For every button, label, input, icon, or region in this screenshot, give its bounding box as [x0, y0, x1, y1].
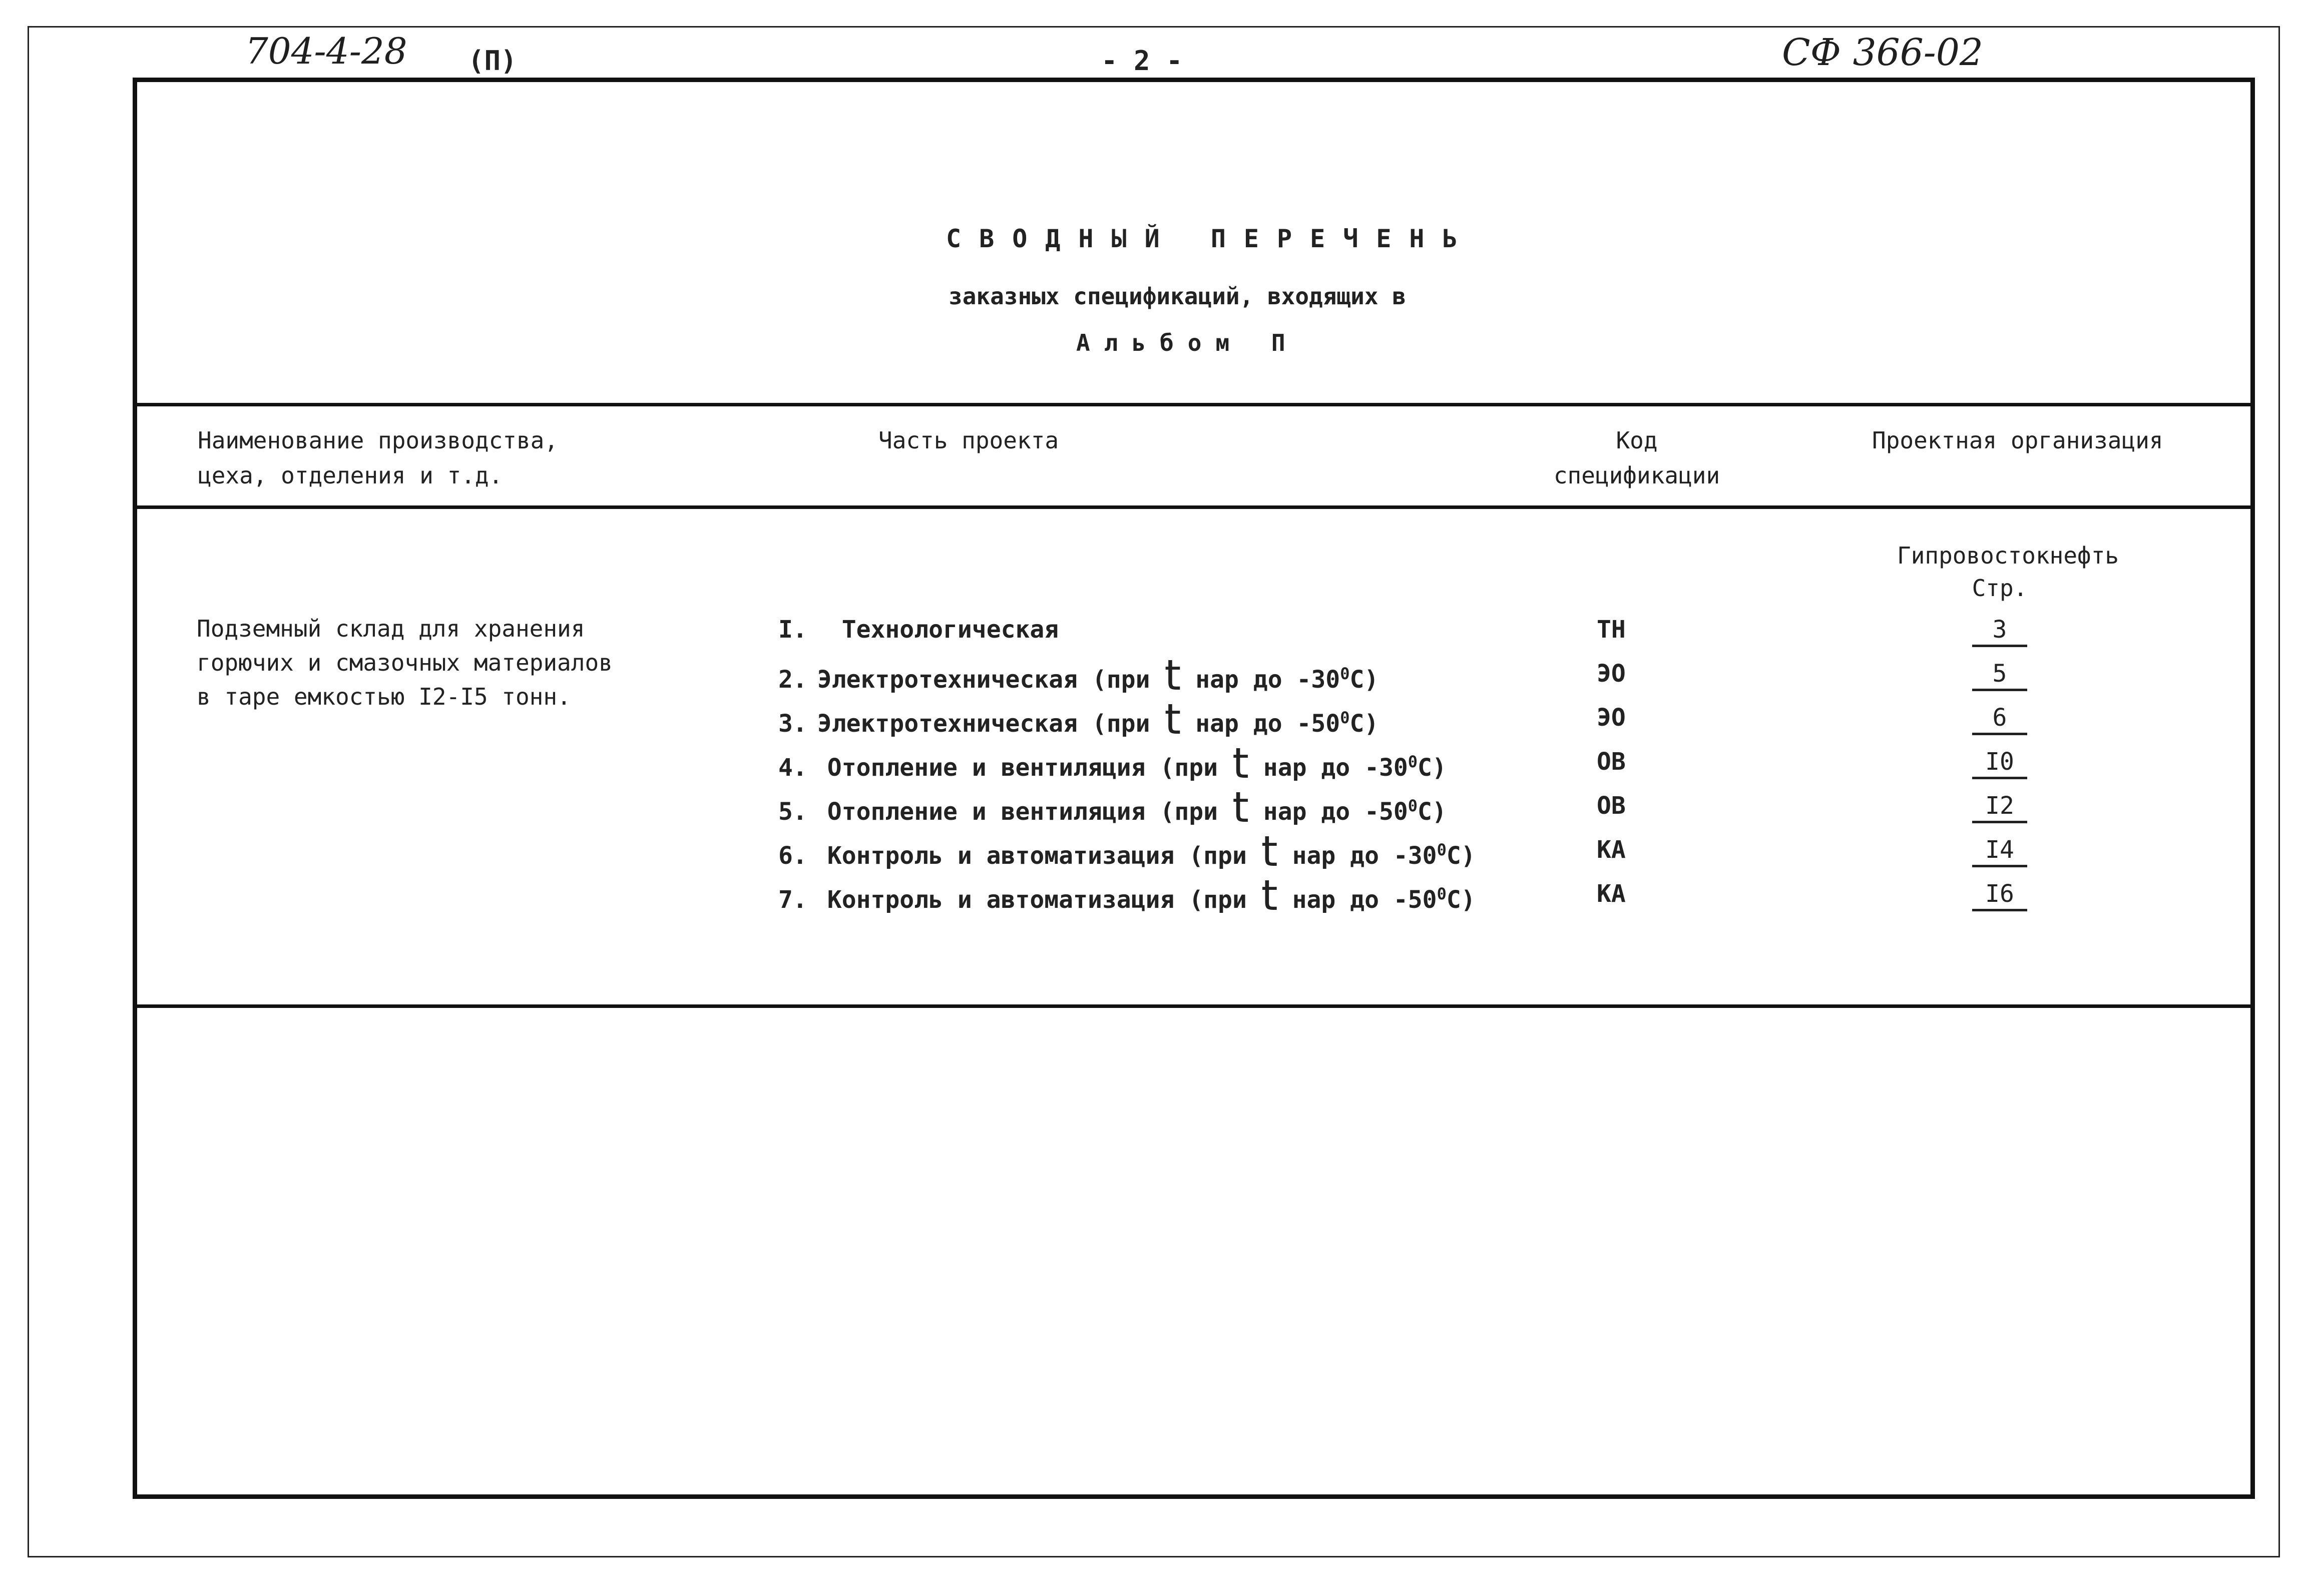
row-code: ОВ [1597, 792, 1626, 820]
degree-mark: 0 [1340, 708, 1350, 727]
row-page-value: I2 [1972, 791, 2027, 823]
degree-mark: 0 [1340, 664, 1350, 683]
page-label: Стр. [1972, 575, 2028, 602]
row-part-unit: С) [1418, 798, 1447, 826]
row-page-value: 6 [1972, 703, 2027, 735]
row-code: ТН [1597, 616, 1626, 644]
row-part-text: Электротехническая (при [817, 666, 1165, 694]
spec-row [778, 739, 1447, 788]
row-part-range: нар до -50 [1248, 798, 1408, 826]
facility-line: Подземный склад для хранения [197, 615, 585, 642]
sheet-code: СФ 366-02 [1782, 31, 1983, 74]
document-title: СВОДНЫЙ ПЕРЕЧЕНЬ [946, 224, 1476, 253]
spec-row [778, 695, 1379, 744]
col-part-header: Часть проекта [878, 427, 1059, 454]
row-code: КА [1597, 880, 1626, 908]
row-part-range: нар до -30 [1277, 842, 1437, 870]
row-number: 3. [778, 710, 807, 738]
row-part-text: Отопление и вентиляция (при [827, 754, 1232, 782]
row-code: ОВ [1597, 748, 1626, 776]
temperature-symbol: t [1164, 651, 1181, 700]
row-part-range: нар до -30 [1248, 754, 1408, 782]
row-number: 2. [778, 666, 807, 694]
spec-row [778, 651, 1379, 700]
facility-line: в таре емкостью I2-I5 тонн. [197, 683, 571, 710]
row-page [1967, 784, 2032, 828]
degree-mark: 0 [1437, 884, 1447, 903]
spec-row [778, 827, 1476, 876]
temperature-symbol: t [1232, 739, 1249, 788]
row-part-text: Контроль и автоматизация (при [827, 886, 1261, 914]
col-code-line1: Код [1616, 427, 1658, 454]
row-page-value: I4 [1972, 835, 2027, 867]
row-page [1967, 608, 2032, 652]
col-org-header: Проектная организация [1872, 427, 2163, 454]
album-mark: (П) [468, 45, 517, 77]
organization-name: Гипровостокнефть [1897, 542, 2119, 569]
doc-code: 704-4-28 [245, 30, 407, 72]
row-number: 5. [778, 798, 807, 826]
row-part-unit: С) [1446, 842, 1476, 870]
col-production-line2: цеха, отделения и т.д. [198, 462, 503, 489]
row-part-unit: С) [1349, 666, 1379, 694]
col-code-line2: спецификации [1553, 462, 1720, 489]
row-number: 4. [778, 754, 807, 782]
col-production-line1: Наименование производства, [198, 427, 559, 454]
degree-mark: 0 [1437, 840, 1447, 859]
degree-mark: 0 [1408, 796, 1418, 815]
row-part-text: Контроль и автоматизация (при [827, 842, 1261, 870]
row-page-value: 5 [1972, 659, 2027, 691]
row-page [1967, 828, 2032, 872]
page-number: - 2 - [1101, 45, 1183, 77]
facility-line: горючих и смазочных материалов [197, 649, 613, 676]
row-part-text: Электротехническая (при [817, 710, 1165, 738]
row-part-range: нар до -30 [1181, 666, 1340, 694]
temperature-symbol: t [1164, 695, 1181, 744]
row-code: ЭО [1597, 660, 1626, 688]
row-number: I. [778, 616, 807, 644]
row-part-unit: С) [1418, 754, 1447, 782]
row-part-text: Отопление и вентиляция (при [827, 798, 1232, 826]
spec-row [778, 871, 1476, 920]
row-code: КА [1597, 836, 1626, 864]
row-page [1967, 740, 2032, 784]
album-title: Альбом П [1076, 329, 1299, 356]
row-number: 6. [778, 842, 807, 870]
header-top-rule [133, 403, 2255, 406]
row-page [1967, 652, 2032, 696]
row-page-value: 3 [1972, 615, 2027, 647]
spec-row [778, 608, 1059, 652]
facility-description [197, 612, 613, 714]
row-page [1967, 872, 2032, 916]
col-code-header [1542, 423, 1732, 493]
degree-mark: 0 [1408, 752, 1418, 771]
row-part: Технологическая [841, 616, 1059, 644]
row-number: 7. [778, 886, 807, 914]
row-part-range: нар до -50 [1181, 710, 1340, 738]
table-bottom-rule [133, 1004, 2255, 1008]
temperature-symbol: t [1261, 871, 1278, 920]
row-part-range: нар до -50 [1277, 886, 1437, 914]
row-page-value: I0 [1972, 747, 2027, 779]
document-subtitle: заказных спецификаций, входящих в [949, 283, 1406, 310]
row-code: ЭО [1597, 704, 1626, 732]
col-production-header [198, 423, 558, 493]
header-bottom-rule [133, 505, 2255, 509]
spec-row [778, 783, 1447, 832]
row-part-unit: С) [1446, 886, 1476, 914]
row-page [1967, 696, 2032, 740]
row-page-value: I6 [1972, 879, 2027, 911]
temperature-symbol: t [1232, 783, 1249, 832]
temperature-symbol: t [1261, 827, 1278, 876]
row-part-unit: С) [1349, 710, 1379, 738]
